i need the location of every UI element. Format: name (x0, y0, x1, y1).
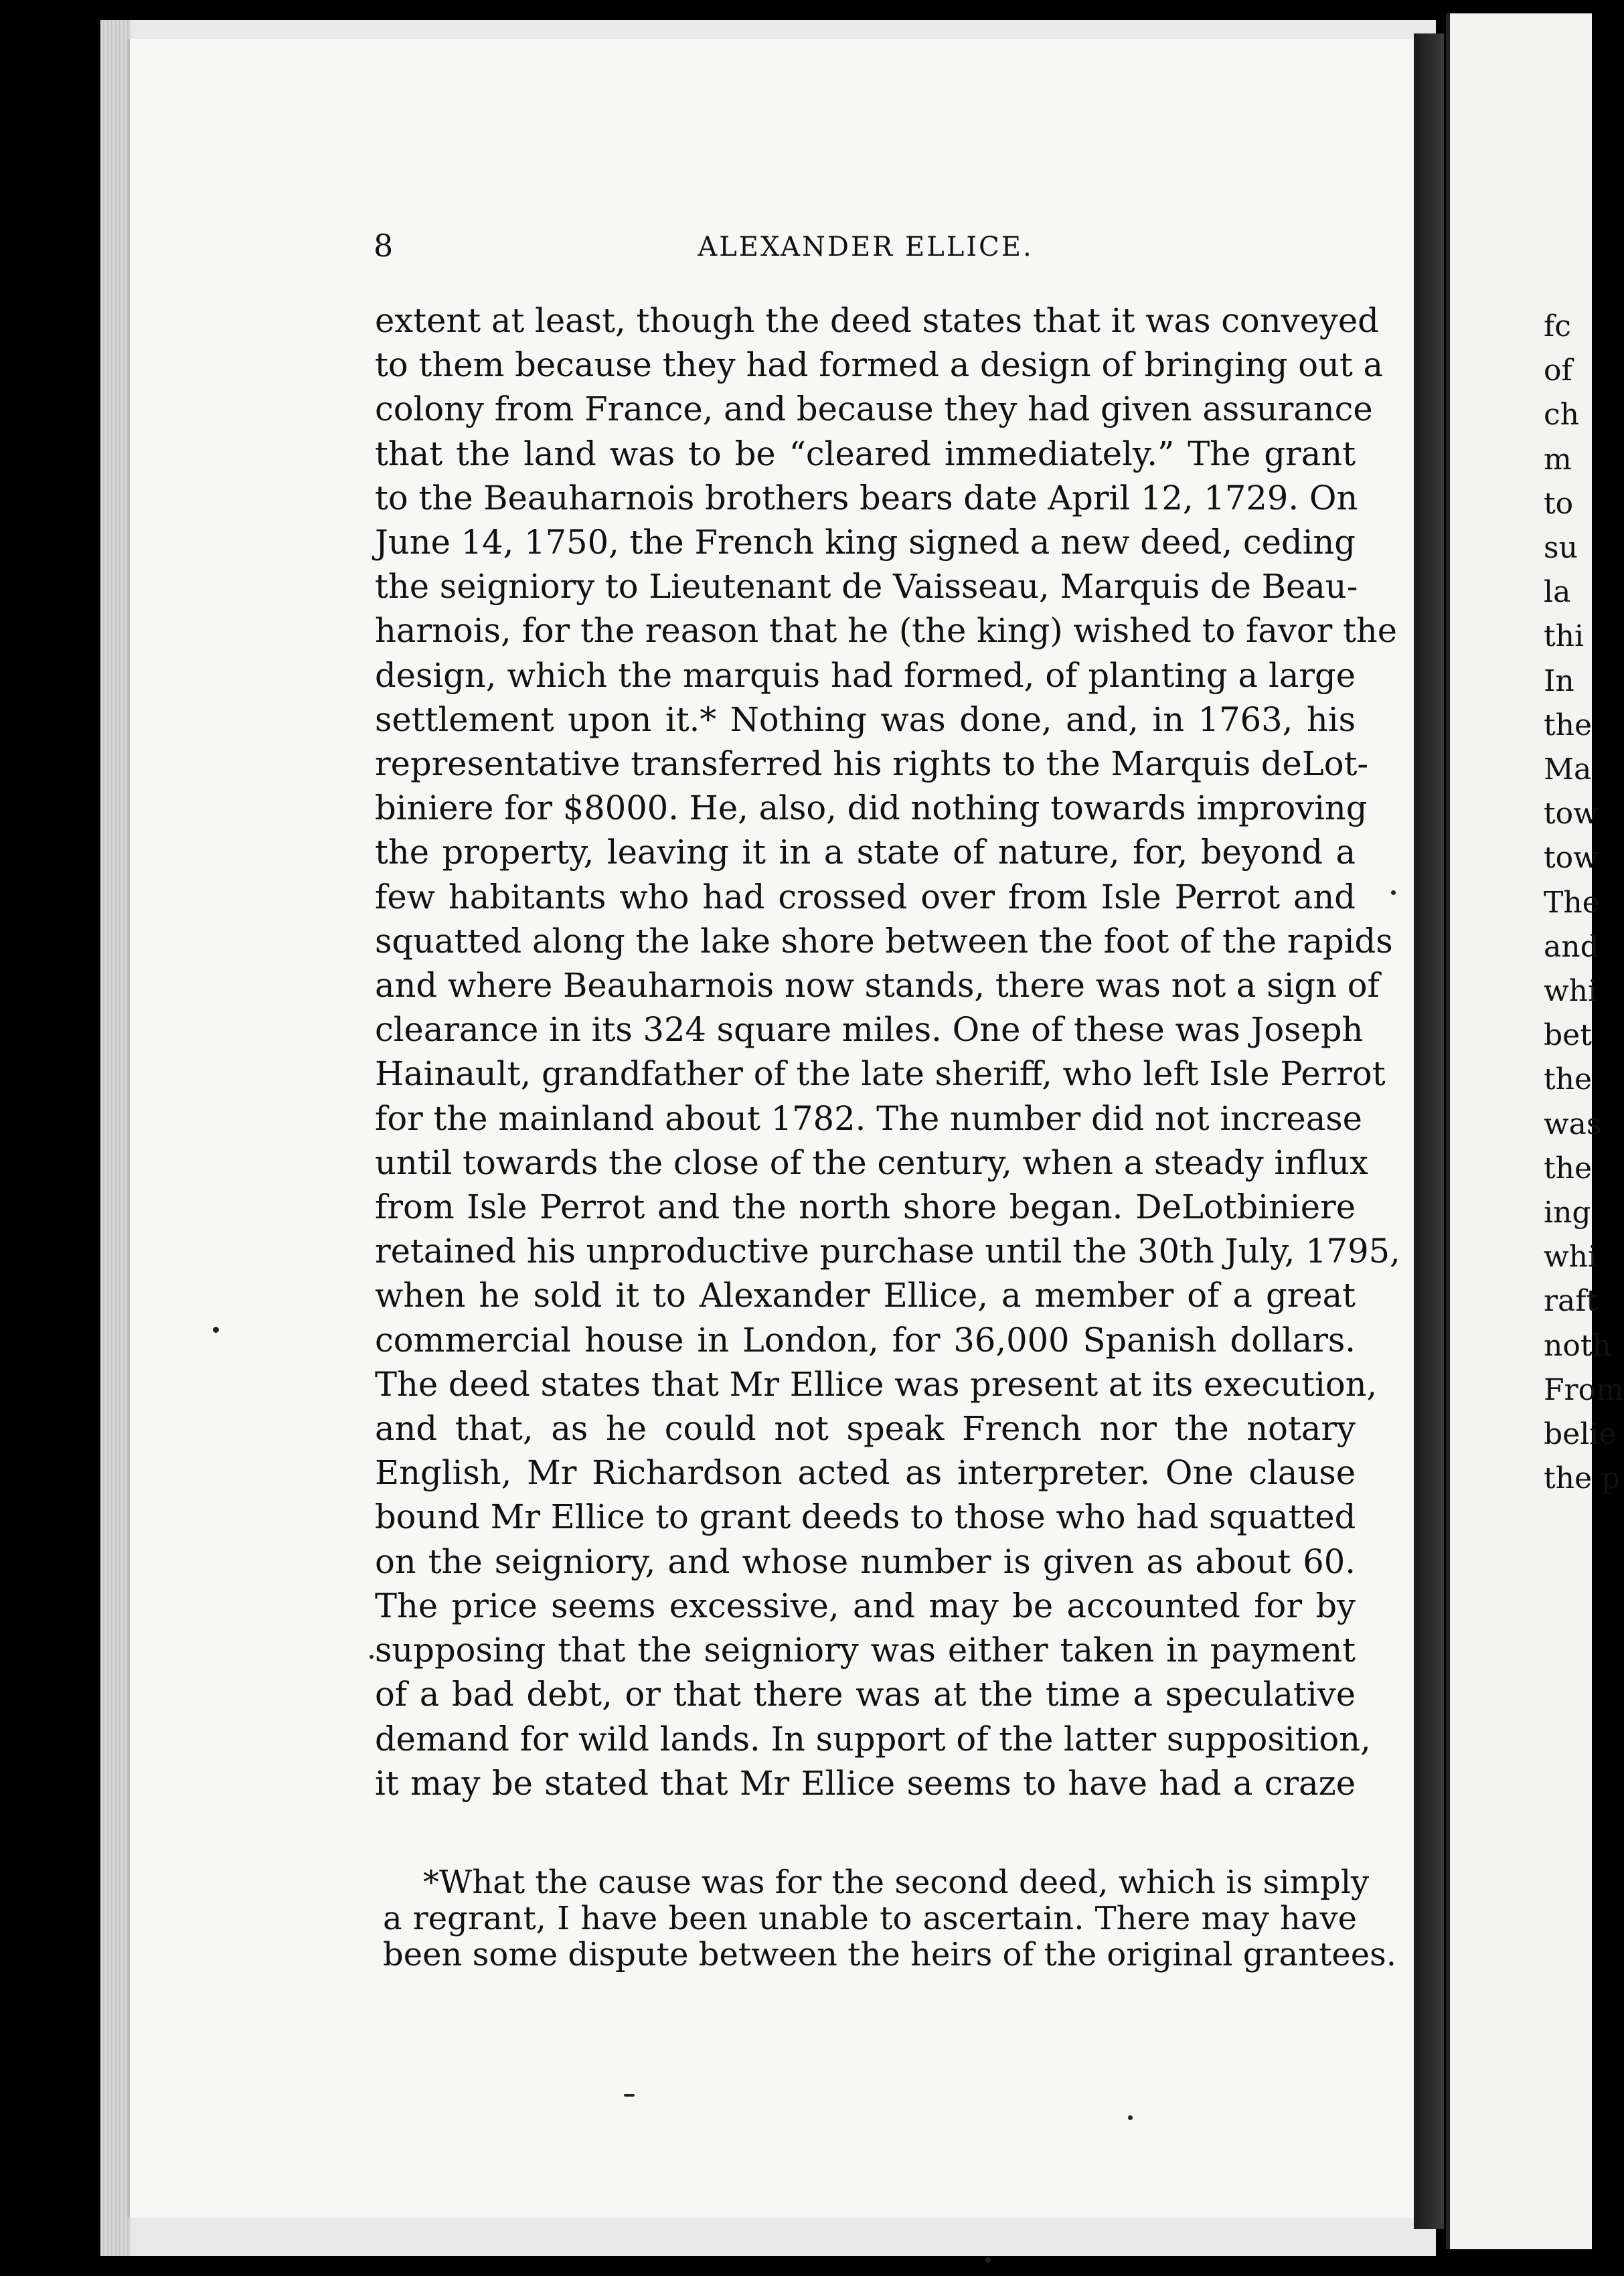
facing-page-line: the p (1544, 1461, 1621, 1496)
footnote-line: been some dispute between the heirs of the original grantees. (383, 1936, 1396, 1973)
text-line: Hainault, grandfather of the late sheriff, who left Isle Perrot (375, 1054, 1386, 1094)
facing-page-line: Ma (1544, 752, 1592, 787)
text-line: extent at least, though the deed states that it was conveyed (375, 301, 1379, 340)
facing-page-line: m (1544, 442, 1572, 477)
text-line: and that, as he could not speak French nor the notary (375, 1409, 1356, 1449)
text-line: it may be stated that Mr Ellice seems to have had a craze (375, 1763, 1356, 1803)
facing-page-line: the (1544, 1062, 1593, 1097)
facing-page-line: su (1544, 531, 1578, 566)
facing-page-line: noth (1544, 1328, 1611, 1363)
facing-page-line: bet (1544, 1018, 1592, 1053)
speck (370, 1655, 374, 1659)
speck (1391, 890, 1396, 895)
text-line: commercial house in London, for 36,000 Spanish dollars. (375, 1320, 1356, 1360)
text-line: clearance in its 324 square miles. One of these was Joseph (375, 1010, 1364, 1050)
text-line: squatted along the lake shore between the foot of the rapids (375, 921, 1393, 961)
text-line: design, which the marquis had formed, of planting a large (375, 655, 1356, 695)
text-line: when he sold it to Alexander Ellice, a member of a great (375, 1276, 1356, 1315)
facing-page-line: From (1544, 1372, 1624, 1407)
text-line: retained his unproductive purchase until the 30th July, 1795, (375, 1232, 1400, 1271)
text-line: biniere for $8000. He, also, did nothing towards improving (375, 789, 1368, 828)
facing-page-line: and (1544, 929, 1599, 964)
facing-page-line: was (1544, 1107, 1602, 1141)
text-line: to the Beauharnois brothers bears date April 12, 1729. On (375, 478, 1358, 517)
text-line: from Isle Perrot and the north shore began. DeLotbiniere (375, 1188, 1356, 1227)
text-line: that the land was to be “cleared immediately.” The grant (375, 434, 1356, 473)
facing-page-line: of (1544, 353, 1572, 388)
facing-page-line: to (1544, 486, 1574, 521)
gutter-shadow (1414, 33, 1444, 2229)
body-text (375, 299, 1400, 1805)
speck (213, 1327, 219, 1333)
running-head: ALEXANDER ELLICE. (698, 232, 1034, 262)
facing-page-line: the (1544, 708, 1593, 742)
facing-page-line: tow (1544, 841, 1599, 876)
facing-page-line: The (1544, 885, 1600, 920)
facing-page-line: tow (1544, 797, 1599, 831)
facing-page-line: the (1544, 1151, 1593, 1186)
text-line: for the mainland about 1782. The number did not increase (375, 1099, 1362, 1138)
page-number: 8 (374, 228, 396, 264)
text-line: few habitants who had crossed over from Isle Perrot and (375, 877, 1356, 916)
speck (1128, 2115, 1133, 2120)
facing-page-line: ing (1544, 1196, 1591, 1230)
text-line: representative transferred his rights to the Marquis deLot- (375, 744, 1369, 784)
text-line: harnois, for the reason that he (the king) wished to favor the (375, 611, 1398, 651)
speck (985, 2257, 991, 2263)
facing-page-line: ch (1544, 398, 1579, 432)
facing-page-line: raft (1544, 1284, 1599, 1319)
text-line: The price seems excessive, and may be accounted for by (375, 1586, 1356, 1625)
text-line: June 14, 1750, the French king signed a new deed, ceding (375, 523, 1356, 562)
facing-page-line: belie (1544, 1417, 1617, 1452)
facing-page-line: whi (1544, 974, 1598, 1009)
text-line: the property, leaving it in a state of nature, for, beyond a (375, 833, 1356, 872)
text-line: settlement upon it.* Nothing was done, and, in 1763, his (375, 700, 1356, 739)
facing-page-line: fc (1544, 309, 1571, 343)
text-line: The deed states that Mr Ellice was present at its execution, (375, 1364, 1378, 1404)
text-line: to them because they had formed a design of bringing out a (375, 345, 1384, 385)
text-line: and where Beauharnois now stands, there was not a sign of (375, 966, 1380, 1005)
text-line: of a bad debt, or that there was at the time a speculative (375, 1675, 1356, 1714)
facing-page-line: whi (1544, 1240, 1598, 1275)
speck (624, 2094, 635, 2097)
text-line: the seigniory to Lieutenant de Vaisseau, Marquis de Beau- (375, 567, 1358, 606)
footnote (383, 1864, 1396, 1973)
text-line: bound Mr Ellice to grant deeds to those who had squatted (375, 1497, 1356, 1537)
text-line: colony from France, and because they had given assurance (375, 390, 1373, 429)
facing-page-text (1544, 305, 1624, 1501)
text-line: English, Mr Richardson acted as interpreter. One clause (375, 1453, 1356, 1493)
text-line: supposing that the seigniory was either taken in payment (375, 1631, 1356, 1670)
footnote-line: a regrant, I have been unable to ascertain. There may have (383, 1900, 1357, 1937)
page-edges (100, 20, 131, 2256)
footnote-line: *What the cause was for the second deed, which is simply (423, 1864, 1370, 1901)
page-header (374, 228, 1358, 274)
facing-page-line: la (1544, 575, 1571, 610)
facing-page-line: In (1544, 663, 1574, 698)
text-line: demand for wild lands. In support of the latter supposition, (375, 1719, 1371, 1759)
text-line: on the seigniory, and whose number is given as about 60. (375, 1542, 1356, 1581)
text-line: until towards the close of the century, when a steady influx (375, 1143, 1368, 1182)
facing-page-line: thi (1544, 619, 1585, 654)
